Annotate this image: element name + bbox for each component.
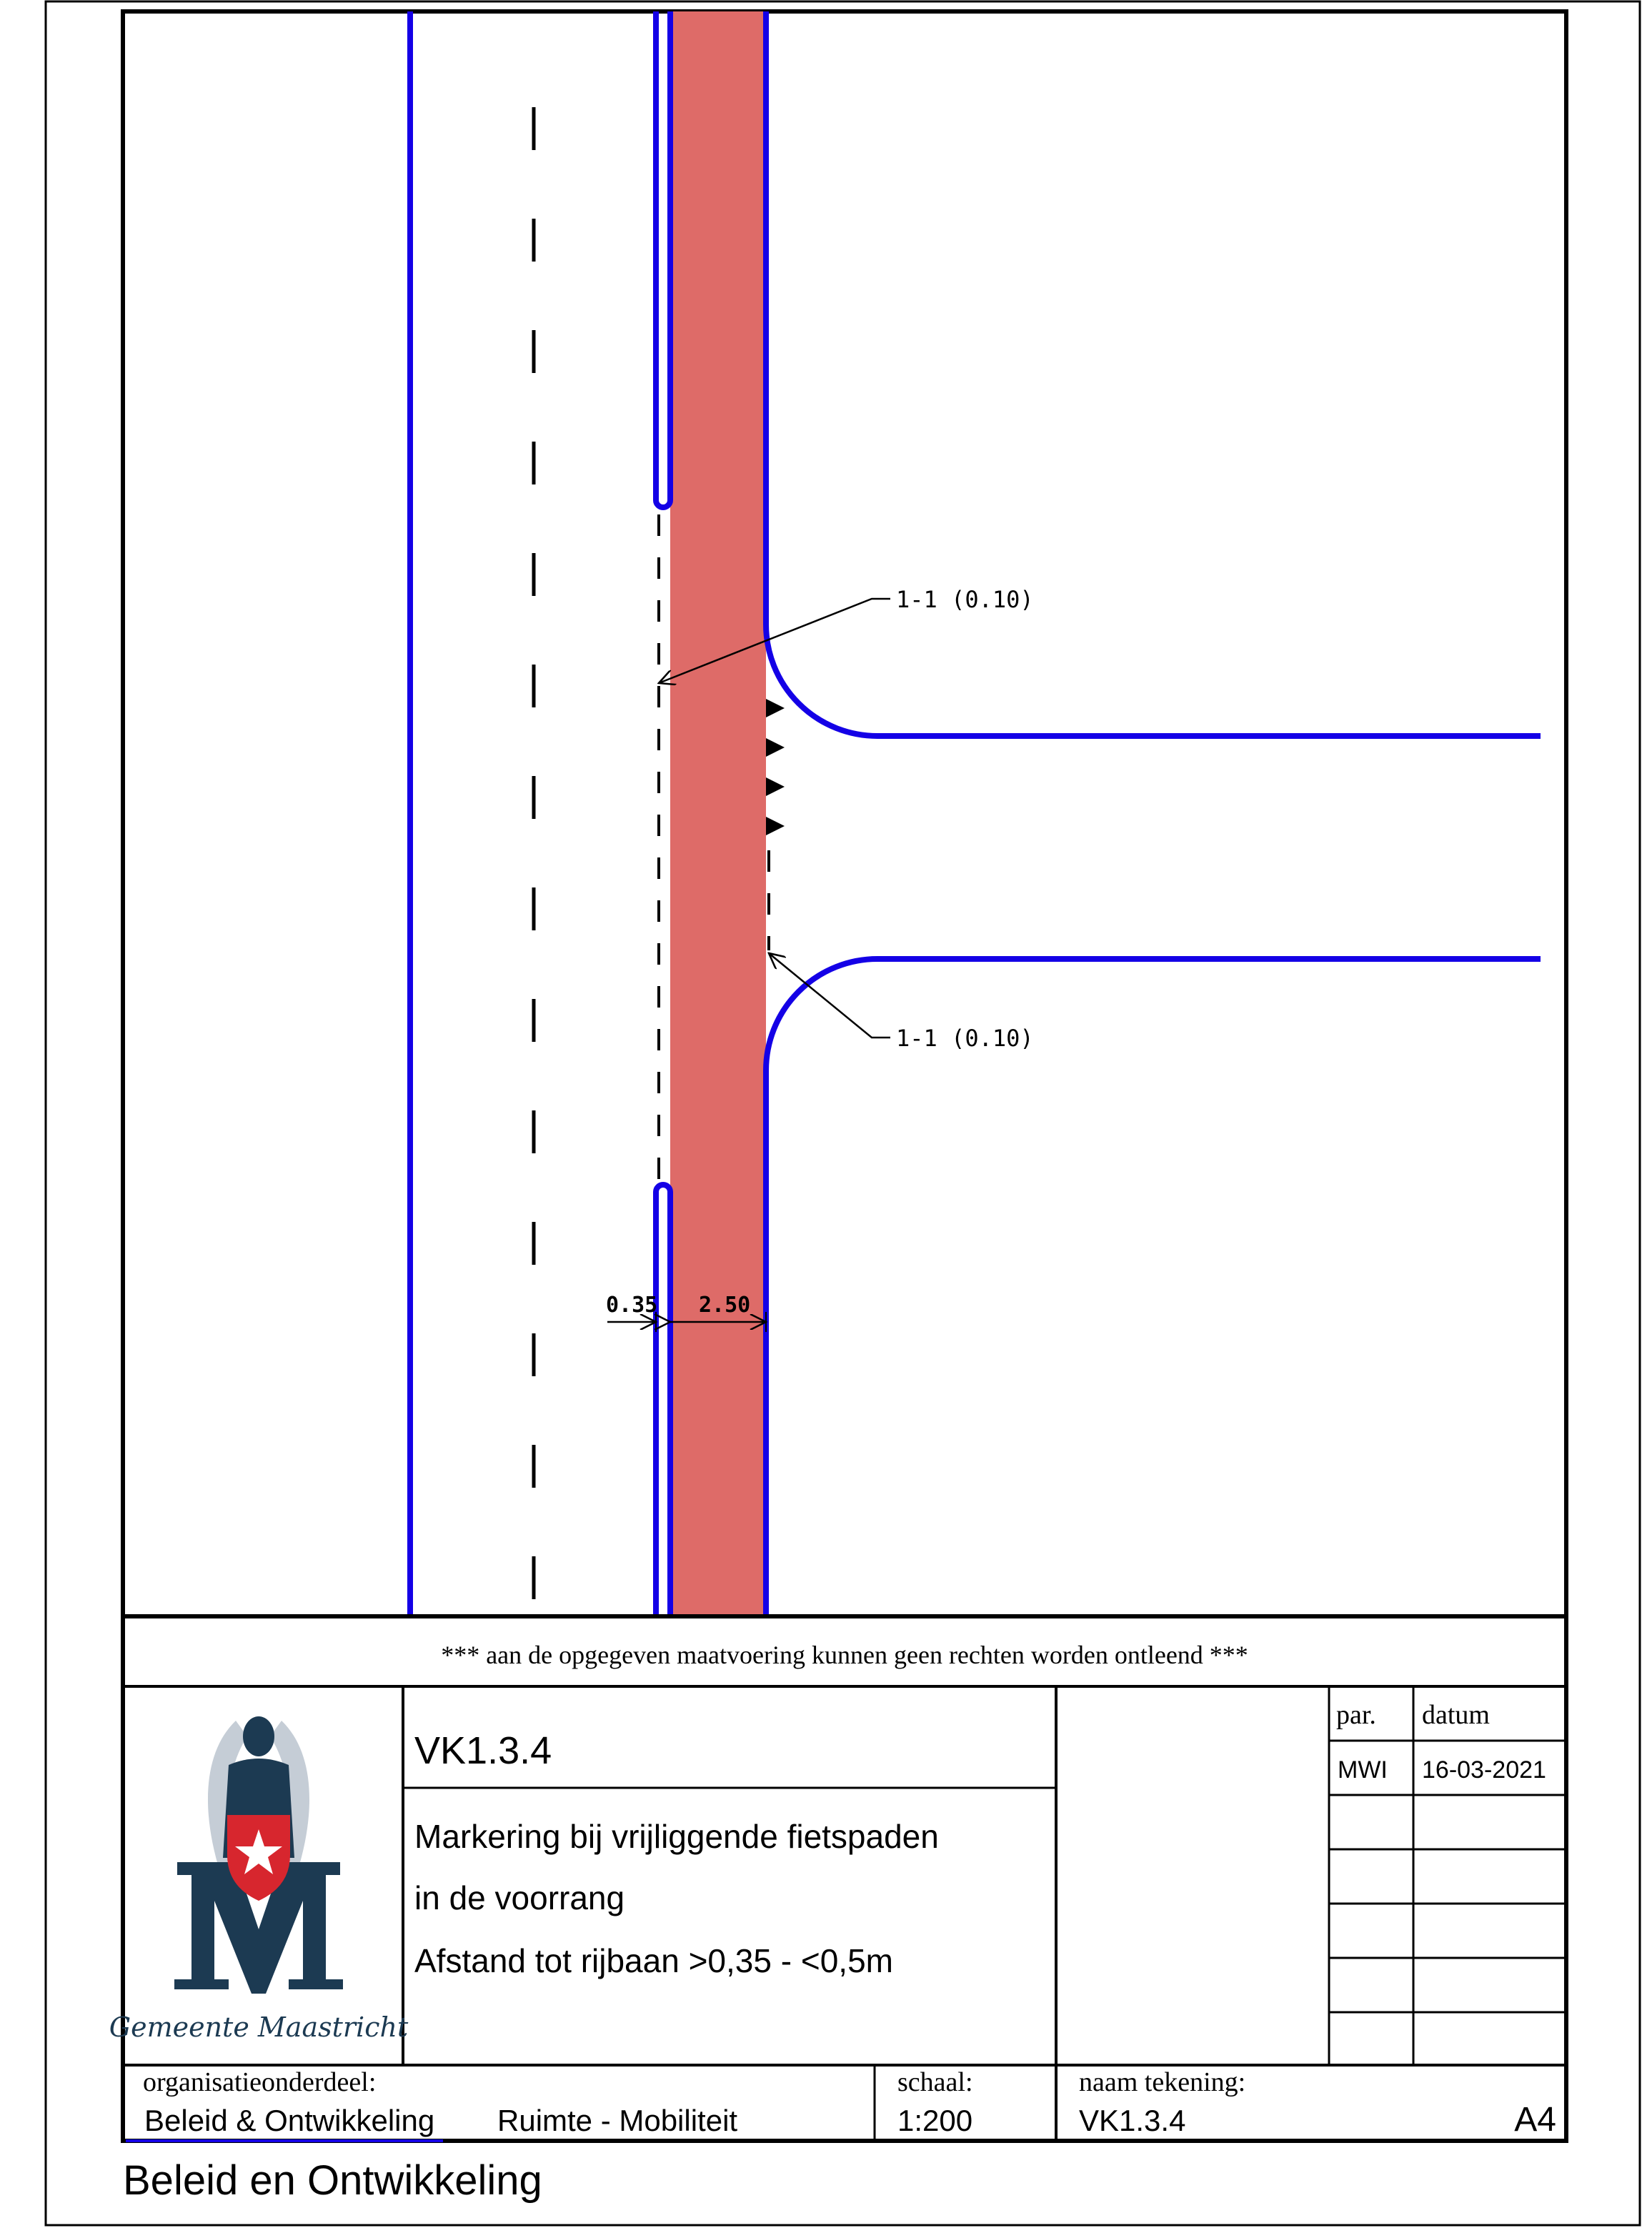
shark-tooth (766, 699, 785, 717)
organisation-value-2: Ruimte - Mobiliteit (497, 2104, 738, 2137)
separator-island-bottom (656, 1185, 670, 1614)
drawing-code: VK1.3.4 (414, 1729, 552, 1772)
revision-par: MWI (1338, 1756, 1388, 1784)
revision-header-datum: datum (1422, 1700, 1490, 1730)
dimension-label-right: 2.50 (699, 1293, 751, 1318)
description-line-2: in de voorrang (414, 1879, 625, 1916)
revision-header-par: par. (1336, 1700, 1376, 1730)
organisation-value-1: Beleid & Ontwikkeling (144, 2104, 435, 2137)
upper-callout-label: 1-1 (0.10) (896, 586, 1034, 613)
drawing-name-value: VK1.3.4 (1079, 2104, 1186, 2137)
revision-datum: 16-03-2021 (1422, 1756, 1546, 1784)
logo-text: Gemeente Maastricht (109, 2011, 409, 2043)
side-road-upper-edge (766, 11, 1541, 736)
shark-tooth (766, 817, 785, 835)
scale-value: 1:200 (897, 2104, 973, 2137)
dimension-label-left: 0.35 (606, 1293, 658, 1318)
lower-callout-leader (769, 953, 890, 1038)
bike-path (670, 11, 766, 1614)
lower-callout-label: 1-1 (0.10) (896, 1025, 1034, 1052)
description-line-3: Afstand tot rijbaan >0,35 - <0,5m (414, 1942, 893, 1979)
description-line-1: Markering bij vrijliggende fietspaden (414, 1818, 939, 1855)
disclaimer-text: *** aan de opgegeven maatvoering kunnen geen rechten worden ontleend *** (441, 1641, 1248, 1669)
paper-size: A4 (1514, 2101, 1556, 2139)
shark-tooth (766, 738, 785, 757)
shark-teeth (766, 699, 785, 835)
side-road-lower-edge (766, 959, 1541, 1614)
organisation-label: organisatieonderdeel: (143, 2067, 377, 2097)
scale-label: schaal: (897, 2067, 973, 2097)
footer-text: Beleid en Ontwikkeling (123, 2157, 542, 2204)
shark-tooth (766, 777, 785, 796)
gemeente-maastricht-logo (109, 1716, 409, 2043)
road-drawing (410, 11, 1541, 1614)
title-block (123, 1616, 1566, 2141)
drawing-name-label: naam tekening: (1079, 2067, 1246, 2097)
angel-head-icon (243, 1716, 274, 1756)
separator-island-top (656, 11, 670, 507)
